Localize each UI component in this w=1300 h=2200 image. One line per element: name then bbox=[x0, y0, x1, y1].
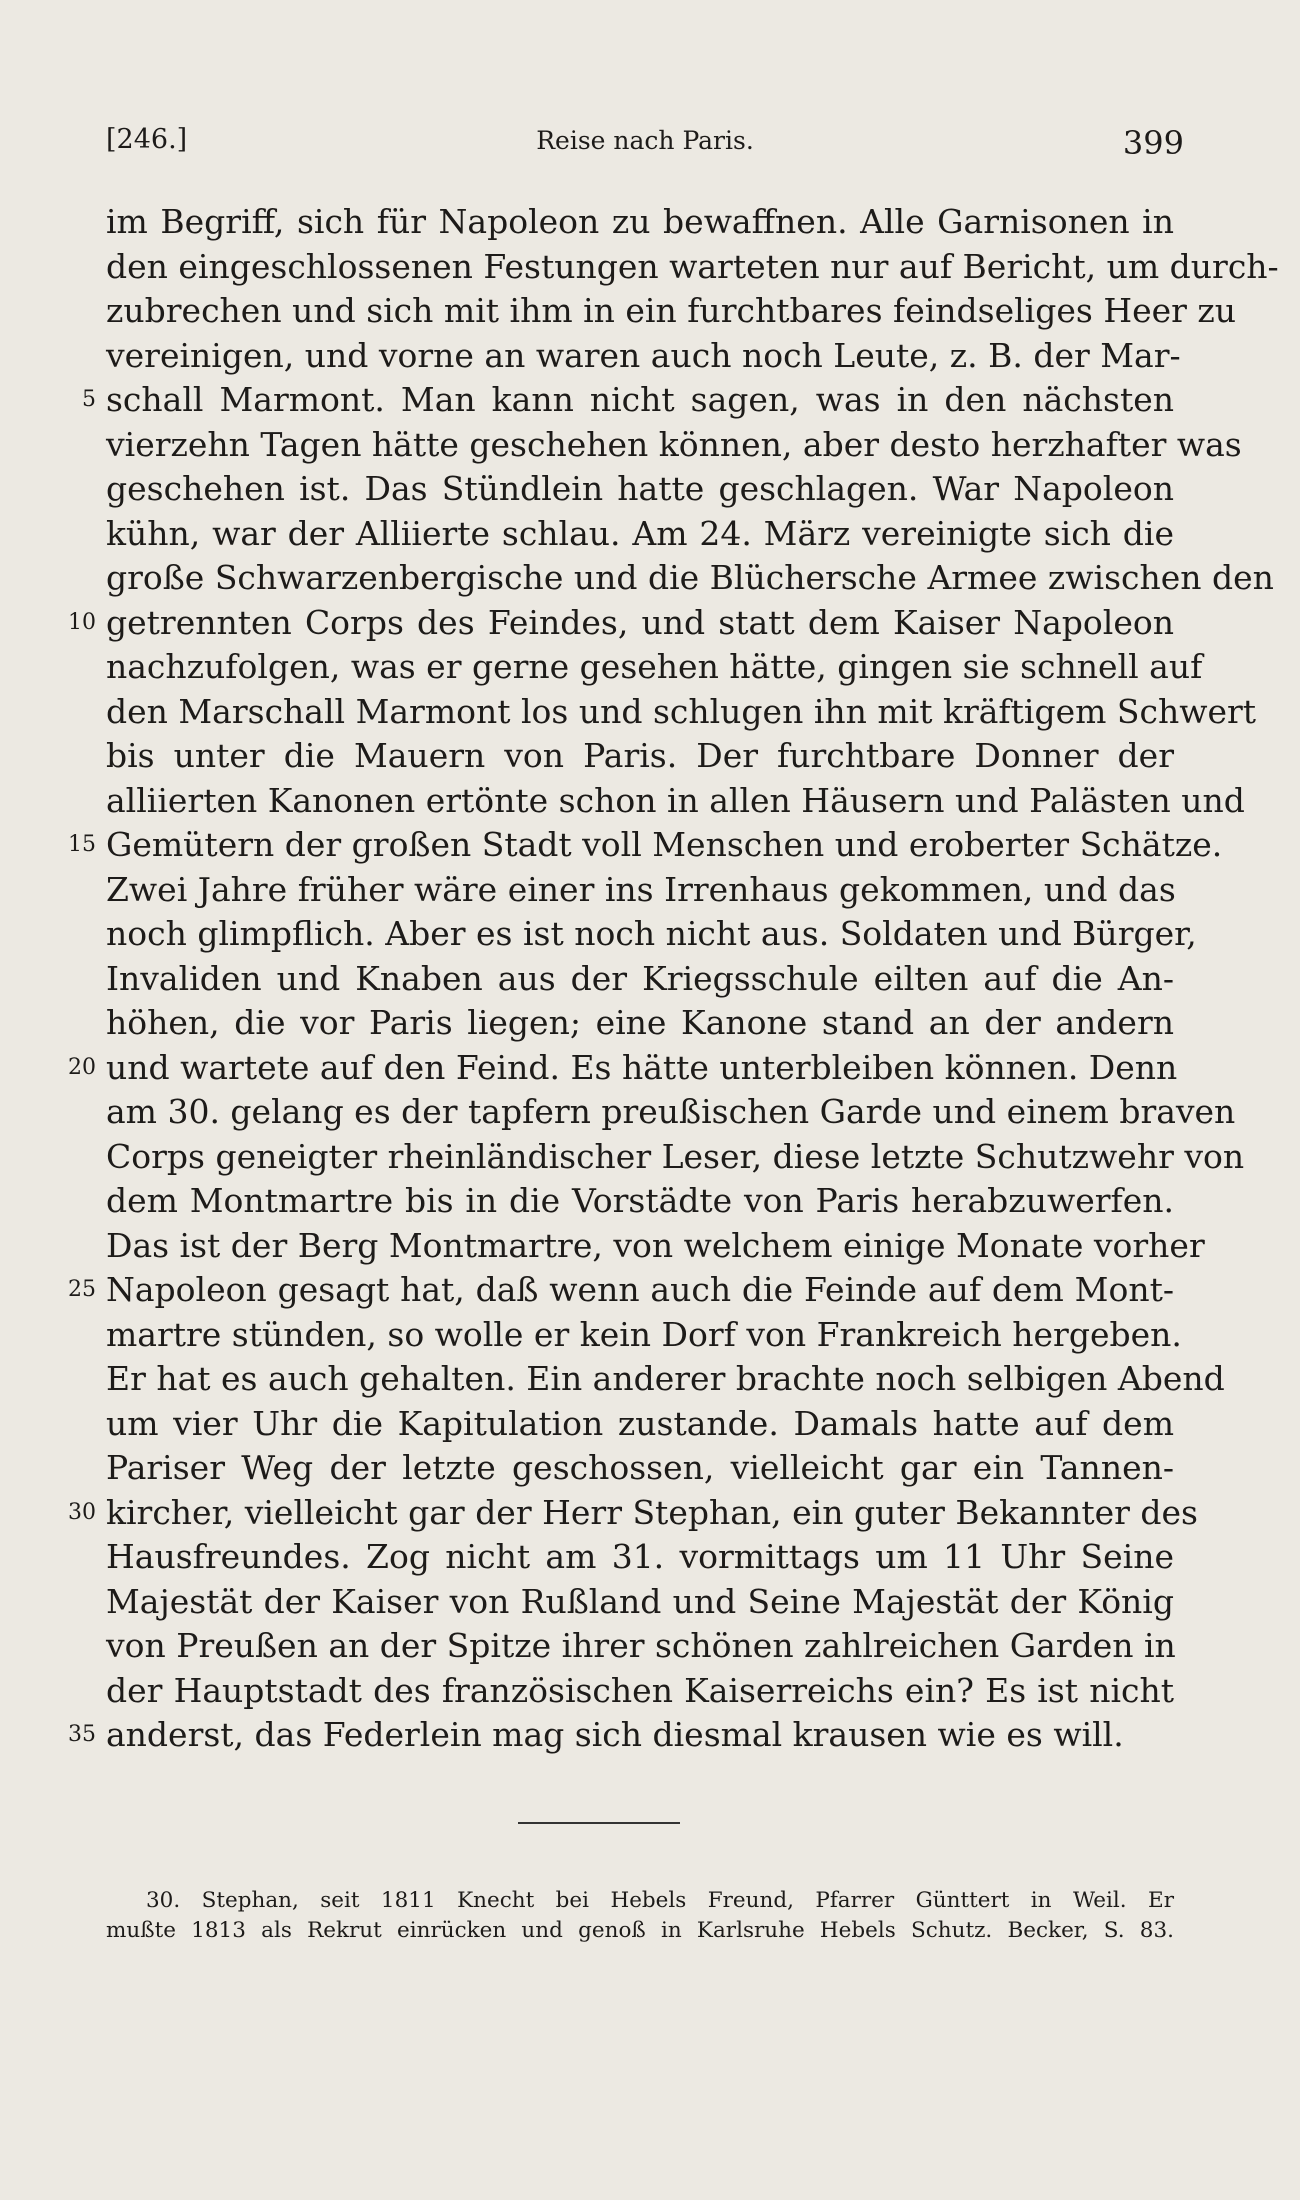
line-text: geschehen ist. Das Stündlein hatte geschlagen. War Napoleon bbox=[106, 469, 1174, 508]
text-line bbox=[106, 1624, 1174, 1669]
line-number: 25 bbox=[68, 1277, 96, 1302]
line-text: im Begriff, sich für Napoleon zu bewaffnen. Alle Garnisonen in bbox=[106, 202, 1174, 241]
line-text: getrennten Corps des Feindes, und statt dem Kaiser Napoleon bbox=[106, 602, 1174, 642]
text-line bbox=[106, 1179, 1174, 1224]
footnote bbox=[106, 1886, 1174, 1946]
line-text: und wartete auf den Feind. Es hätte unterbleiben können. Denn bbox=[106, 1047, 1178, 1087]
text-line bbox=[106, 912, 1197, 957]
line-number: 15 bbox=[68, 832, 96, 857]
text-line bbox=[106, 245, 1279, 290]
line-text: kircher, vielleicht gar der Herr Stephan, ein guter Bekannter des bbox=[106, 1492, 1198, 1532]
line-text: den Marschall Marmont los und schlugen ihn mit kräftigem Schwert bbox=[106, 691, 1257, 731]
line-text: bis unter die Mauern von Paris. Der furchtbare Donner der bbox=[106, 736, 1174, 775]
text-line bbox=[106, 690, 1257, 735]
footnote-line: mußte 1813 als Rekrut einrücken und genoß in Karlsruhe Hebels Schutz. Becker, S. 83. bbox=[106, 1918, 1174, 1943]
body-text bbox=[68, 200, 1279, 1758]
text-line bbox=[106, 200, 1174, 245]
line-number: 20 bbox=[68, 1054, 96, 1080]
line-text: Hausfreundes. Zog nicht am 31. vormittags um 11 Uhr Seine bbox=[106, 1537, 1174, 1576]
line-text: nachzufolgen, was er gerne gesehen hätte, gingen sie schnell auf bbox=[106, 647, 1203, 686]
line-text: martre stünden, so wolle er kein Dorf von Frankreich hergeben. bbox=[106, 1314, 1182, 1354]
text-line bbox=[106, 1224, 1205, 1269]
text-line bbox=[106, 1001, 1174, 1046]
line-number: 10 bbox=[68, 609, 96, 635]
text-line bbox=[106, 1402, 1174, 1447]
text-line bbox=[68, 601, 1174, 646]
line-number: 5 bbox=[82, 387, 96, 412]
text-line bbox=[106, 334, 1181, 379]
running-title: Reise nach Paris. bbox=[536, 126, 754, 155]
section-reference: [246.] bbox=[106, 124, 188, 155]
line-text: Zwei Jahre früher wäre einer ins Irrenhaus gekommen, und das bbox=[106, 869, 1176, 909]
line-text: von Preußen an der Spitze ihrer schönen zahlreichen Garden in bbox=[106, 1626, 1176, 1665]
line-text: der Hauptstadt des französischen Kaiserreichs ein? Es ist nicht bbox=[106, 1670, 1174, 1710]
text-line bbox=[106, 1669, 1174, 1714]
footnote-line: 30. Stephan, seit 1811 Knecht bei Hebels Freund, Pfarrer Günttert in Weil. Er bbox=[146, 1888, 1174, 1913]
line-text: Invaliden und Knaben aus der Kriegsschule eilten auf die An- bbox=[106, 958, 1174, 998]
footnote-separator bbox=[518, 1822, 680, 1824]
text-line bbox=[106, 1357, 1225, 1402]
line-text: anderst, das Federlein mag sich diesmal krausen wie es will. bbox=[106, 1715, 1124, 1754]
line-text: dem Montmartre bis in die Vorstädte von Paris herabzuwerfen. bbox=[106, 1181, 1174, 1220]
text-line bbox=[106, 512, 1174, 557]
line-text: zubrechen und sich mit ihm in ein furchtbares feindseliges Heer zu bbox=[106, 291, 1237, 330]
line-text: Pariser Weg der letzte geschossen, vielleicht gar ein Tannen- bbox=[106, 1448, 1174, 1487]
text-line bbox=[68, 823, 1223, 868]
text-line bbox=[68, 1268, 1174, 1313]
text-line bbox=[82, 378, 1174, 423]
text-line bbox=[106, 467, 1174, 512]
text-line bbox=[106, 1535, 1174, 1580]
line-text: vierzehn Tagen hätte geschehen können, aber desto herzhafter was bbox=[106, 424, 1242, 464]
line-text: den eingeschlossenen Festungen warteten nur auf Bericht, um durch- bbox=[106, 246, 1279, 286]
line-text: Corps geneigter rheinländischer Leser, diese letzte Schutzwehr von bbox=[106, 1136, 1245, 1176]
line-text: schall Marmont. Man kann nicht sagen, was in den nächsten bbox=[106, 380, 1174, 419]
line-text: Er hat es auch gehalten. Ein anderer brachte noch selbigen Abend bbox=[106, 1359, 1225, 1398]
line-text: vereinigen, und vorne an waren auch noch Leute, z. B. der Mar- bbox=[106, 335, 1181, 375]
text-line bbox=[106, 868, 1174, 913]
page-number: 399 bbox=[1122, 124, 1184, 162]
text-line bbox=[68, 1713, 1174, 1758]
text-line bbox=[68, 1491, 1198, 1536]
line-text: große Schwarzenbergische und die Blüchersche Armee zwischen den bbox=[106, 558, 1274, 597]
line-text: Gemütern der großen Stadt voll Menschen und eroberter Schätze. bbox=[106, 825, 1223, 864]
line-text: Napoleon gesagt hat, daß wenn auch die Feinde auf dem Mont- bbox=[106, 1270, 1174, 1309]
text-line bbox=[106, 1446, 1174, 1491]
line-text: am 30. gelang es der tapfern preußischen Garde und einem braven bbox=[106, 1092, 1236, 1131]
line-text: alliierten Kanonen ertönte schon in allen Häusern und Palästen und bbox=[106, 780, 1245, 820]
line-number: 30 bbox=[68, 1499, 96, 1525]
text-line bbox=[106, 734, 1174, 779]
text-line bbox=[106, 289, 1237, 334]
line-text: noch glimpflich. Aber es ist noch nicht aus. Soldaten und Bürger, bbox=[106, 914, 1197, 953]
text-line bbox=[68, 1046, 1178, 1091]
text-line bbox=[106, 423, 1242, 468]
text-line bbox=[106, 1090, 1236, 1135]
text-line bbox=[106, 556, 1274, 601]
text-line bbox=[106, 779, 1245, 824]
line-text: Majestät der Kaiser von Rußland und Seine Majestät der König bbox=[106, 1581, 1174, 1621]
line-text: Das ist der Berg Montmartre, von welchem einige Monate vorher bbox=[106, 1225, 1205, 1265]
line-text: um vier Uhr die Kapitulation zustande. Damals hatte auf dem bbox=[106, 1403, 1174, 1443]
running-head bbox=[106, 124, 1184, 168]
line-text: kühn, war der Alliierte schlau. Am 24. März vereinigte sich die bbox=[106, 513, 1174, 553]
text-line bbox=[106, 957, 1174, 1002]
line-text: höhen, die vor Paris liegen; eine Kanone stand an der andern bbox=[106, 1003, 1174, 1042]
line-number: 35 bbox=[68, 1722, 96, 1747]
text-line bbox=[106, 645, 1203, 690]
text-line bbox=[106, 1580, 1174, 1625]
text-line bbox=[106, 1313, 1182, 1358]
text-line bbox=[106, 1135, 1245, 1180]
